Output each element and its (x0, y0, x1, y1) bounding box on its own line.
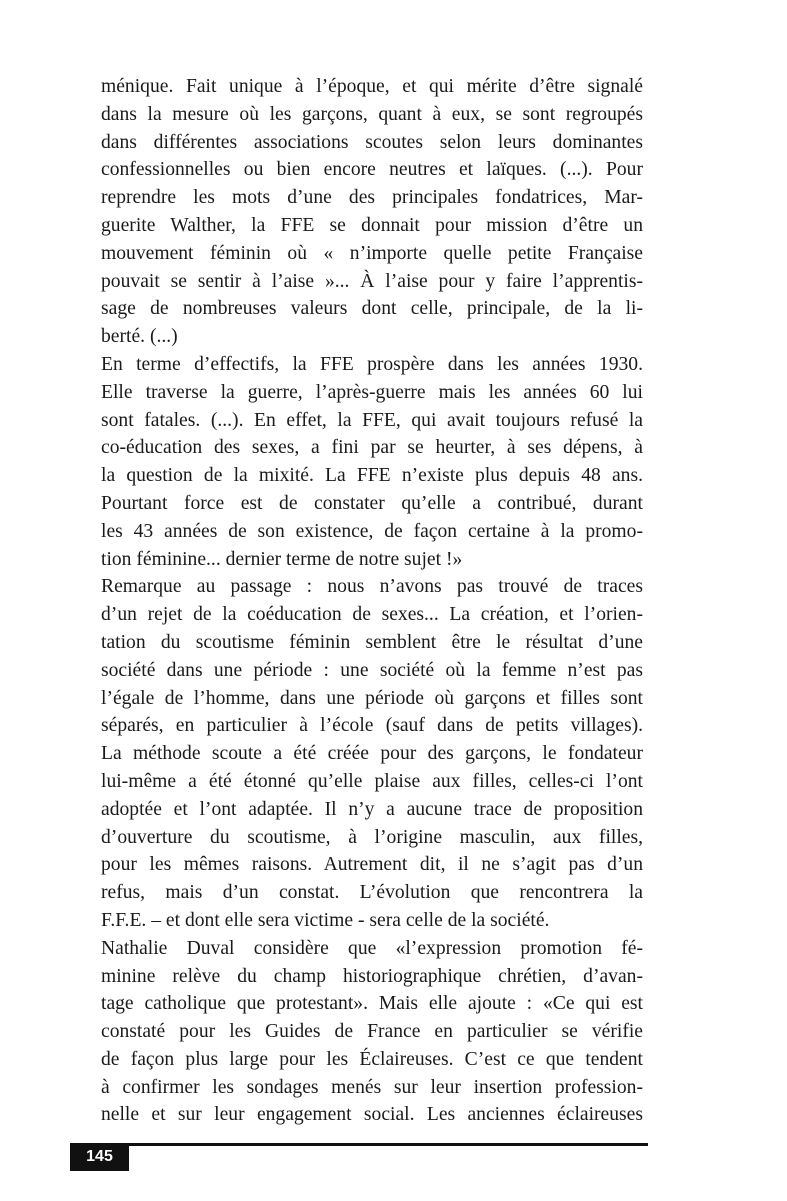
text-line: constaté pour les Guides de France en particulier se vérifie (101, 1021, 643, 1043)
text-line: pouvait se sentir à l’aise »... À l’aise pour y faire l’apprentis- (101, 270, 643, 292)
text-line: l’égale de l’homme, dans une période où garçons et filles sont (101, 687, 643, 709)
text-line: Nathalie Duval considère que «l’expression promotion fé- (101, 937, 643, 959)
text-line: dans la mesure où les garçons, quant à eux, se sont regroupés (101, 103, 643, 125)
text-line: La méthode scoute a été créée pour des garçons, le fondateur (101, 743, 643, 765)
body-text (101, 73, 643, 1129)
text-line: pour les mêmes raisons. Autrement dit, il ne s’agit pas d’un (101, 854, 643, 876)
text-line: mouvement féminin où « n’importe quelle petite Française (101, 242, 643, 264)
text-line: sont fatales. (...). En effet, la FFE, qui avait toujours refusé la (101, 409, 643, 431)
text-line: lui-même a été étonné qu’elle plaise aux filles, celles-ci l’ont (101, 770, 643, 792)
text-line: minine relève du champ historiographique chrétien, d’avan- (101, 965, 643, 987)
text-line: F.F.E. – et dont elle sera victime - sera celle de la société. (101, 909, 550, 931)
text-line: tion féminine... dernier terme de notre sujet !» (101, 548, 463, 570)
text-line: ménique. Fait unique à l’époque, et qui mérite d’être signalé (101, 76, 643, 97)
text-line: d’ouverture du scoutisme, à l’origine masculin, aux filles, (101, 826, 643, 848)
page-number: 145 (70, 1143, 129, 1171)
text-line: adoptée et l’ont adaptée. Il n’y a aucune trace de proposition (101, 798, 643, 820)
text-line: d’un rejet de la coéducation de sexes... La création, et l’orien- (101, 604, 643, 626)
text-line: refus, mais d’un constat. L’évolution que rencontrera la (101, 882, 643, 904)
text-line: tation du scoutisme féminin semblent être le résultat d’une (101, 631, 643, 653)
text-line: séparés, en particulier à l’école (sauf dans de petits villages). (101, 715, 643, 737)
text-line: En terme d’effectifs, la FFE prospère dans les années 1930. (101, 353, 643, 375)
text-line: la question de la mixité. La FFE n’existe plus depuis 48 ans. (101, 465, 643, 487)
text-line: nelle et sur leur engagement social. Les anciennes éclaireuses (101, 1104, 643, 1126)
text-line: de façon plus large pour les Éclaireuses. C’est ce que tendent (101, 1048, 643, 1070)
text-line: confessionnelles ou bien encore neutres et laïques. (...). Pour (101, 159, 643, 181)
text-line: Pourtant force est de constater qu’elle a contribué, durant (101, 492, 643, 514)
text-line: berté. (...) (101, 326, 178, 348)
text-line: Elle traverse la guerre, l’après-guerre mais les années 60 lui (101, 381, 643, 403)
text-line: sage de nombreuses valeurs dont celle, principale, de la li- (101, 298, 643, 320)
text-line: les 43 années de son existence, de façon certaine à la promo- (101, 520, 643, 542)
text-line: à confirmer les sondages menés sur leur insertion profession- (101, 1076, 643, 1098)
text-line: Remarque au passage : nous n’avons pas trouvé de traces (101, 576, 643, 598)
text-line: guerite Walther, la FFE se donnait pour mission d’être un (101, 214, 643, 236)
text-line: dans différentes associations scoutes selon leurs dominantes (101, 131, 643, 153)
text-line: tage catholique que protestant». Mais elle ajoute : «Ce qui est (101, 993, 643, 1015)
text-line: reprendre les mots d’une des principales fondatrices, Mar- (101, 187, 643, 209)
footer-rule (70, 1143, 648, 1146)
text-line: société dans une période : une société où la femme n’est pas (101, 659, 643, 681)
text-line: co-éducation des sexes, a fini par se heurter, à ses dépens, à (101, 437, 643, 459)
